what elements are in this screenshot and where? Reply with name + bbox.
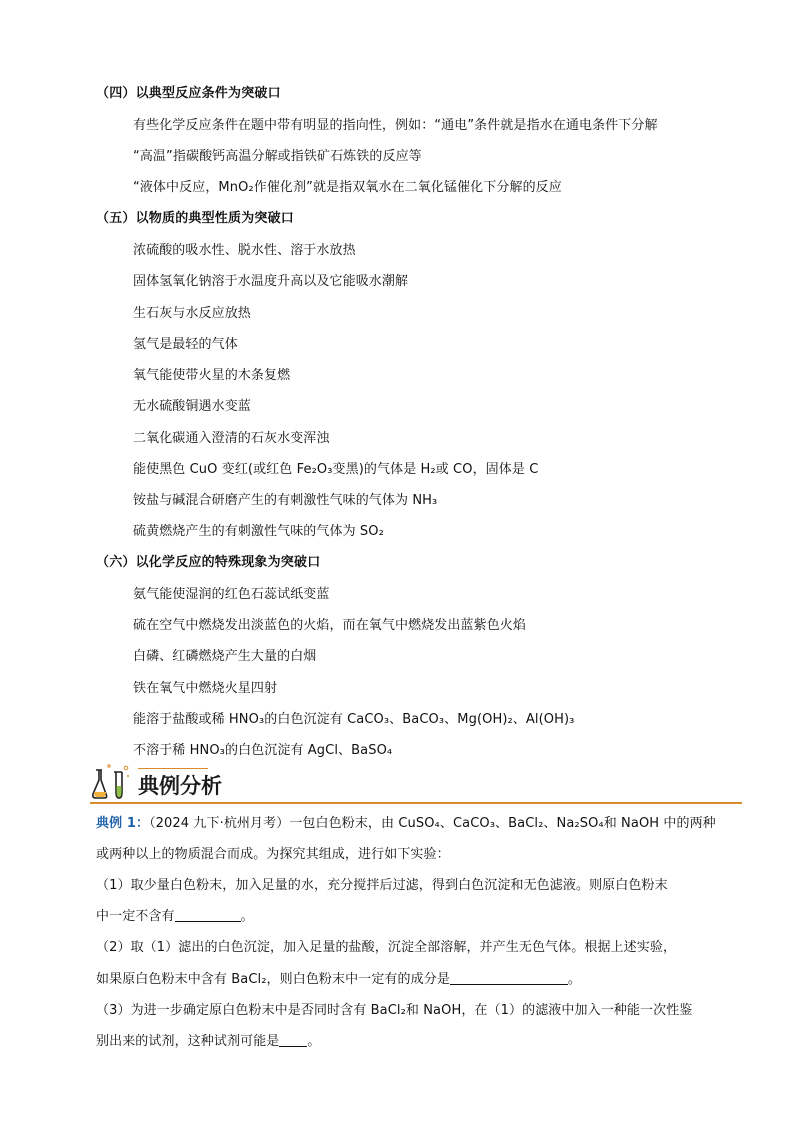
section-6-line-6: 不溶于稀 HNO₃的白色沉淀有 AgCl、BaSO₄ <box>133 743 393 758</box>
section-5-line-4: 氢气是最轻的气体 <box>133 337 238 352</box>
example-stem-line-2: 或两种以上的物质混合而成。为探究其组成，进行如下实验： <box>96 847 450 862</box>
section-5-line-7: 二氧化碳通入澄清的石灰水变浑浊 <box>133 431 330 446</box>
question-3-text: 别出来的试剂，这种试剂可能是 <box>96 1034 280 1049</box>
answer-blank-2[interactable] <box>450 972 568 985</box>
question-3-line-1: （3）为进一步确定原白色粉末中是否同时含有 BaCl₂和 NaOH，在（1）的滤液中加入一种能一次性鉴 <box>96 1003 693 1018</box>
question-2-period: 。 <box>567 972 582 987</box>
section-4-line-1: 有些化学反应条件在题中带有明显的指向性，例如：“通电”条件就是指水在通电条件下分解 <box>133 118 658 133</box>
question-2-line-2 <box>96 968 581 987</box>
section-6-line-5: 能溶于盐酸或稀 HNO₃的白色沉淀有 CaCO₃、BaCO₃、Mg(OH)₂、Al(OH)₃ <box>133 712 575 727</box>
answer-blank-3[interactable] <box>279 1034 307 1047</box>
example-label: 典例 1： <box>96 816 150 831</box>
section-5-line-3: 生石灰与水反应放热 <box>133 306 251 321</box>
section-6-line-1: 氨气能使湿润的红色石蕊试纸变蓝 <box>133 587 330 602</box>
banner-divider <box>90 802 742 804</box>
banner-top-rule <box>138 768 208 769</box>
question-1-line-2 <box>96 905 254 924</box>
question-3-line-2 <box>96 1030 321 1049</box>
section-6-line-3: 白磷、红磷燃烧产生大量的白烟 <box>133 649 317 664</box>
section-4-line-3: “液体中反应，MnO₂作催化剂”就是指双氧水在二氧化锰催化下分解的反应 <box>133 180 562 195</box>
example-analysis-banner <box>90 762 742 804</box>
section-5-line-8: 能使黑色 CuO 变红(或红色 Fe₂O₃变黑)的气体是 H₂或 CO，固体是 C <box>133 462 539 477</box>
section-6-line-2: 硫在空气中燃烧发出淡蓝色的火焰，而在氧气中燃烧发出蓝紫色火焰 <box>133 618 527 633</box>
section-5-line-6: 无水硫酸铜遇水变蓝 <box>133 399 251 414</box>
section-heading-4: （四）以典型反应条件为突破口 <box>96 86 281 101</box>
question-2-line-1: （2）取（1）滤出的白色沉淀，加入足量的盐酸，沉淀全部溶解，并产生无色气体。根据上述实验， <box>96 940 677 955</box>
section-5-line-9: 铵盐与碱混合研磨产生的有刺激性气味的气体为 NH₃ <box>133 493 438 508</box>
section-heading-6: （六）以化学反应的特殊现象为突破口 <box>96 555 321 570</box>
question-2-text: 如果原白色粉末中含有 BaCl₂，则白色粉末中一定有的成分是 <box>96 972 450 987</box>
section-5-line-5: 氧气能使带火星的木条复燃 <box>133 368 291 383</box>
section-4-line-2: “高温”指碳酸钙高温分解或指铁矿石炼铁的反应等 <box>133 149 422 164</box>
example-stem-1: （2024 九下·杭州月考）一包白色粉末，由 CuSO₄、CaCO₃、BaCl₂、Na₂SO₄和 NaOH 中的两种 <box>149 816 716 831</box>
section-heading-5: （五）以物质的典型性质为突破口 <box>96 211 295 226</box>
flask-icon <box>90 762 134 802</box>
banner-title: 典例分析 <box>138 774 222 798</box>
question-1-period: 。 <box>240 909 254 924</box>
section-6-line-4: 铁在氧气中燃烧火星四射 <box>133 681 278 696</box>
section-5-line-1: 浓硫酸的吸水性、脱水性、溶于水放热 <box>133 243 356 258</box>
answer-blank-1[interactable] <box>175 909 241 922</box>
question-1-line-1: （1）取少量白色粉末，加入足量的水，充分搅拌后过滤，得到白色沉淀和无色滤液。则原白色粉末 <box>96 878 668 893</box>
question-3-period: 。 <box>307 1034 321 1049</box>
section-5-line-10: 硫黄燃烧产生的有刺激性气味的气体为 SO₂ <box>133 524 384 539</box>
question-1-text: 中一定不含有 <box>96 909 175 924</box>
example-stem-line-1 <box>96 812 716 831</box>
section-5-line-2: 固体氢氧化钠溶于水温度升高以及它能吸水潮解 <box>133 274 409 289</box>
